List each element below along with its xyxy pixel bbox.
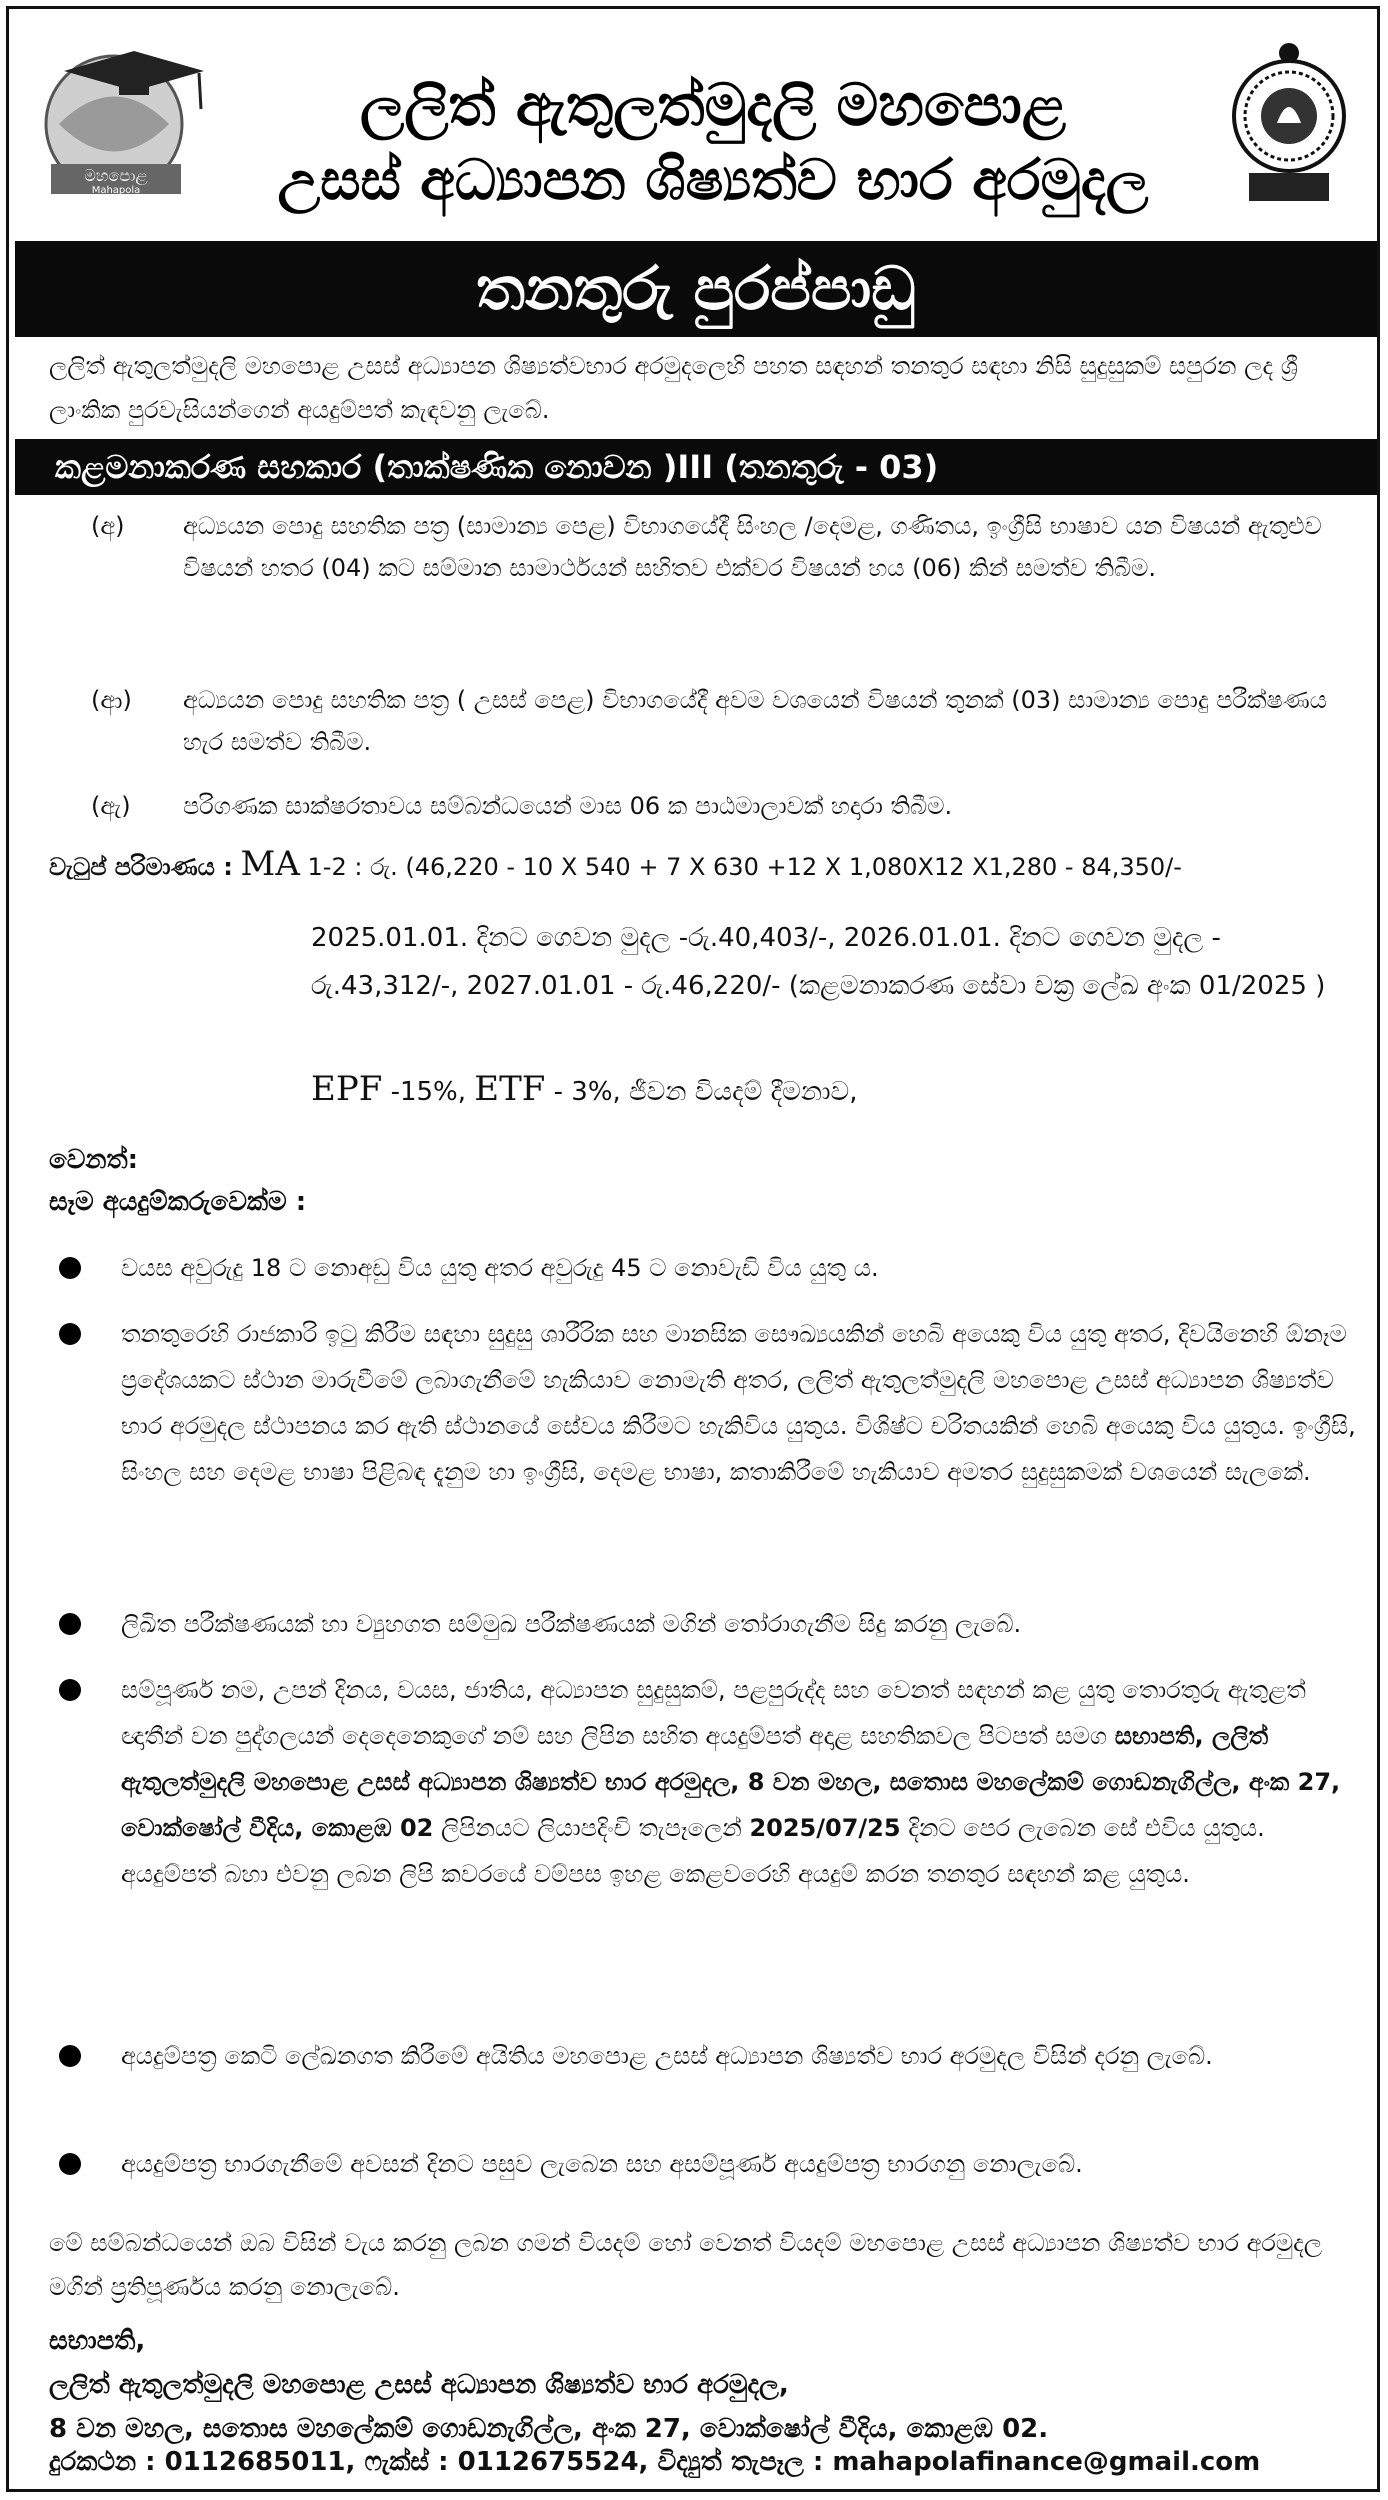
requirement-text: අධ්‍යයන පොදු සහතික පත්‍ර ( උසස් පෙළ) විභාගයේදී අවම වශයෙන් විෂයන් තුනක් (03) සාමාන්‍ය පොදු පරීක්ෂණය හැර සමත්ව තිබීම. [183, 686, 1327, 756]
signature-block [49, 2319, 1369, 2451]
signature-address: 8 වන මහල, සතොස මහලේකම් ගොඩනැගිල්ල, අංක 27, වොක්ෂෝල් වීදිය, කොළඹ 02. [49, 2414, 1049, 2444]
epf-etf-line [311, 1069, 857, 1109]
post-title-bar: කළමනාකරණ සහකාර (තාක්ෂණික නොවන )III (තනතුරු - 03) [15, 439, 1377, 495]
bullet-text-part: ලිපිනයට ලියාපදිංචි තැපෑලෙන් [433, 1814, 750, 1842]
bullet-text: වයස අවුරුදු 18 ට නොඅඩු විය යුතු අතර අවුරුදු 45 ට නොවැඩි විය යුතු ය. [121, 1254, 879, 1282]
other-label: වෙනත්: [49, 1145, 139, 1175]
sri-lanka-emblem-icon [1229, 31, 1349, 206]
org-title-line2: උසස් අධ්‍යාපන ශිෂ්‍යත්ව භාර අරමුදල [277, 147, 1149, 213]
phone-label: දුරකථන : [49, 2447, 156, 2477]
salary-details: 2025.01.01. දිනට ගෙවන මුදල -රු.40,403/-, 2026.01.01. දිනට ගෙවන මුදල - රු.43,312/-, 2027.01.01 - රු.46,220/- (කළමනාකරණ සේවා චක්‍ර ලේඛ අංක 01/2025 ) [311, 923, 1326, 1001]
bullet-item [49, 2033, 1359, 2079]
email-link[interactable]: mahapolafinance@gmail.com [832, 2447, 1261, 2477]
header [9, 9, 1377, 241]
intro-paragraph: ලලිත් ඇතුලත්මුදලි මහපොළ උසස් අධ්‍යාපන ශිෂ්‍යත්වභාර අරමුදලෙහි පහත සඳහන් තනතුර සඳහා නිසි සුදුසුකම් සපුරන ලද ශ්‍රී ලාංකික පුරවැසියන්ගෙන් අයදුම්පත් කැඳවනු ලැබේ. [49, 352, 1298, 424]
email-label: විද්‍යුත් තැපෑල : [657, 2447, 824, 2477]
bullet-item [49, 2141, 1359, 2187]
bullet-item [49, 1311, 1359, 1495]
bullet-icon [59, 1679, 81, 1701]
bullet-icon [59, 2045, 81, 2067]
requirement-mark: (ආ) [91, 686, 132, 714]
salary-label: වැටුප් පරිමාණය : [49, 853, 233, 881]
application-address: සභාපති, ලලිත් ඇතුලත්මුදලි මහපොළ උසස් අධ්‍යාපන ශිෂ්‍යත්ව භාර අරමුදල, 8 වන මහල, සතොස මහලේකම් ගොඩනැගිල්ල, අංක 27, වොක්ෂෝල් වීදිය, කොළඹ 02 [121, 1722, 1341, 1842]
bullet-text: අයදුම්පත්‍ර භාරගැනීමේ අවසන් දිනට පසුව ලැබෙන සහ අසම්පූර්ණ අයදුම්පත්‍ර භාරගනු නොලැබේ. [121, 2150, 1083, 2178]
expense-note: මේ සම්බන්ධයෙන් ඔබ විසින් වැය කරනු ලබන ගමන් වියදම් හෝ වෙනත් වියදම් මහපොළ උසස් අධ්‍යාපන ශිෂ්‍යත්ව භාර අරමුදල මගින් ප්‍රතිපූර්ණය කරනු නොලැබේ. [49, 2229, 1323, 2301]
fax-label: ෆැක්ස් : [364, 2447, 449, 2477]
other-requirements-heading [49, 1139, 306, 1223]
bullet-text [49, 1667, 1359, 1897]
bullet-icon [59, 1323, 81, 1345]
closing-date: 2025/07/25 [749, 1814, 901, 1842]
bullet-item [49, 1601, 1359, 1647]
salary-code: MA [240, 844, 300, 884]
bullet-item [49, 1667, 1359, 1897]
bullet-text-part: සම්පූර්ණ නම, උපන් දිනය, වයස, ජාතිය, අධ්‍යාපන සුදුසුකම්, පළපුරුද්ද සහ වෙනත් සඳහන් කළ යුතු තොරතුරු ඇතුළත් ඥාතීන් වන පුද්ගලයන් දෙදෙනෙකුගේ නම් සහ ලිපින සහිත අයදුම්පත් අදාළ සහතිකවල පිටපත් සමග [121, 1676, 1306, 1750]
etf-rest: - 3%, ජීවන වියදම් දීමනාව, [553, 1077, 858, 1107]
salary-range: 1-2 : රු. (46,220 - 10 X 540 + 7 X 630 +12 X 1,080X12 X1,280 - 84,350/- [307, 853, 1182, 881]
bullet-icon [59, 2153, 81, 2175]
salary-scale [49, 839, 1359, 892]
signature-org: ලලිත් ඇතුලත්මුදලි මහපොළ උසස් අධ්‍යාපන ශිෂ්‍යත්ව භාර අරමුදල, [49, 2370, 789, 2400]
requirement-item [91, 785, 1361, 827]
requirement-item [91, 505, 1361, 589]
requirement-mark: (ඇ) [91, 792, 131, 820]
bullet-text: තනතුරෙහි රාජකාරි ඉටු කිරීම සඳහා සුදුසු ශාරීරික සහ මානසික සෞඛ්‍යයකින් හෙබි අයෙකු විය යුතු අතර, දිවයිනෙහි ඕනෑම ප්‍රදේශයකට ස්ථාන මාරුවීමේ ලබාගැනීමේ හැකියාව නොමැති අතර, ලලිත් ඇතුලත්මුදලි මහපොළ උසස් අධ්‍යාපන ශිෂ්‍යත්ව භාර අරමුදල ස්ථාපනය කර ඇති ස්ථානයේ සේවය කිරීමට හැකිවිය යුතුය. විශිෂ්ට චරිතයකින් හෙබි අයෙකු විය යුතුය. ඉංග්‍රීසි, සිංහල සහ දෙමළ භාෂා පිළිබඳ දැනුම හා ඉංග්‍රීසි, දෙමළ භාෂා, කතාකිරීමේ හැකියාව අමතර සුදුසුකමක් වශයෙන් සැලකේ. [121, 1320, 1356, 1486]
mahapola-logo [39, 29, 209, 204]
requirement-text: අධ්‍යයන පොදු සහතික පත්‍ර (සාමාන්‍ය පෙළ) විභාගයේදී සිංහල /දෙමළ, ගණිතය, ඉංග්‍රීසි භාෂාව යන විෂයන් ඇතුළුව විෂයන් හතර (04) කට සම්මාන සාමාර්ථයන් සහිතව එක්වර විෂයන් හය (06) කින් සමත්ව තිබීම. [183, 512, 1322, 582]
logo-text: මහපොළ [84, 166, 148, 185]
org-title-line1: ලලිත් ඇතුලත්මුදලි මහපොළ [360, 71, 1066, 139]
logo-subtext: Mahapola [91, 185, 141, 196]
epf-value: -15%, [390, 1077, 466, 1107]
bullet-text: අයදුම්පත්‍ර කෙටි ලේඛනගත කිරීමේ අයිතිය මහපොළ උසස් අධ්‍යාපන ශිෂ්‍යත්ව භාර අරමුදල විසින් දරනු ලැබේ. [121, 2042, 1213, 2070]
bullet-item [49, 1245, 1359, 1291]
fax-number: 0112675524, [457, 2447, 649, 2477]
bullet-icon [59, 1613, 81, 1635]
bullet-text: ලිඛිත පරීක්ෂණයක් හා ව්‍යුහගත සම්මුඛ පරීක්ෂණයක් මගින් තෝරාගැනීම සිදු කරනු ලැබේ. [121, 1610, 1022, 1638]
contact-line [49, 2447, 1369, 2478]
vacancies-banner: තනතුරු පුරප්පාඩු [15, 241, 1377, 337]
requirement-item [91, 679, 1361, 763]
advertisement-frame [6, 6, 1380, 2492]
every-applicant-label: සෑම අයදුම්කරුවෙක්ම : [49, 1187, 307, 1217]
bullet-text-part: දිනට පෙර ලැබෙන සේ එවිය යුතුය. අයදුම්පත් බහා එවනු ලබන ලිපි කවරයේ වම්පස ඉහළ කෙළවරෙහි අයදුම් කරන තනතුර සඳහන් කළ යුතුය. [121, 1814, 1265, 1888]
requirement-mark: (අ) [91, 512, 125, 540]
etf-code: ETF [474, 1069, 546, 1109]
chairman-title: සභාපති, [49, 2326, 146, 2356]
bullet-icon [59, 1257, 81, 1279]
requirement-text: පරිගණක සාක්ෂරතාවය සම්බන්ධයෙන් මාස 06 ක පාඨමාලාවක් හදාරා තිබීම. [183, 792, 953, 820]
epf-code: EPF [311, 1069, 383, 1109]
phone-number: 0112685011, [164, 2447, 356, 2477]
